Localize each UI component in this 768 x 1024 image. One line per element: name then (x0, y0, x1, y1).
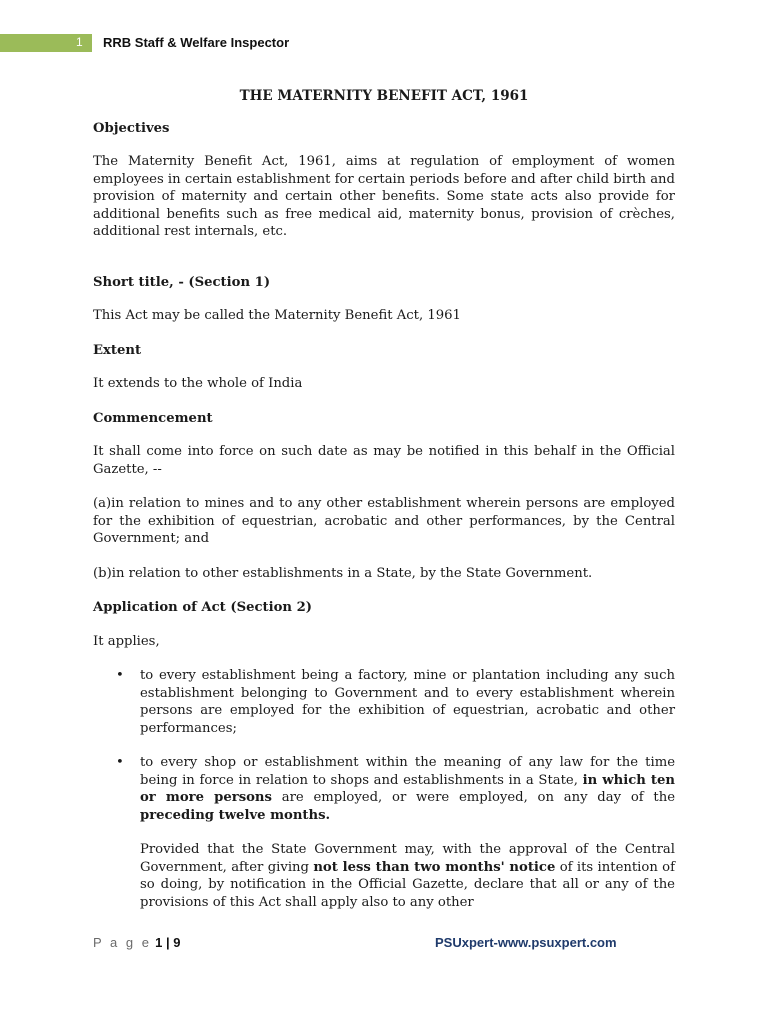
footer-page-label: P a g e (93, 935, 152, 950)
extent-paragraph: It extends to the whole of India (93, 376, 303, 391)
proviso-text-a: Provided that the State Government may, with the approval of the Central Government, after giving (140, 842, 675, 875)
extent-heading: Extent (93, 342, 142, 358)
bullet-2-text-a: to every shop or establishment within the meaning of any law for the time being in force in relation to shops and establishments in a State, (140, 755, 675, 788)
commencement-paragraph: It shall come into force on such date as may be notified in this behalf in the Official Gazette, -- (93, 444, 675, 477)
bullet-2-bold-b: preceding twelve months. (140, 807, 331, 823)
header-title: RRB Staff & Welfare Inspector (103, 35, 290, 50)
bullet-2-bold-a: in which ten or more persons (140, 772, 675, 805)
application-list (93, 667, 675, 824)
applies-paragraph: It applies, (93, 633, 160, 649)
short-title-paragraph: This Act may be called the Maternity Benefit Act, 1961 (93, 308, 461, 323)
clause-b: (b)in relation to other establishments in a State, by the State Government. (93, 565, 593, 581)
objectives-paragraph: The Maternity Benefit Act, 1961, aims at regulation of employment of women employees in certain establishment for certain periods before and after child birth and provision of maternity and certain other benefits. Some state acts also provide for additional benefits such as free medical aid, maternity bonus, provision of crèches, additional rest internals, etc. (93, 154, 675, 239)
document-body (93, 88, 675, 911)
application-heading: Application of Act (Section 2) (93, 600, 313, 615)
proviso-text-b: of its intention of so doing, by notification in the Official Gazette, declare that all or any of the provisions of this Act shall apply also to any other (140, 859, 675, 910)
proviso-bold: not less than two months' notice (313, 859, 556, 875)
list-item (140, 667, 675, 737)
proviso-paragraph (93, 841, 675, 911)
document-title: THE MATERNITY BENEFIT ACT, 1961 (239, 88, 529, 104)
footer-total-pages: 9 (173, 935, 181, 950)
list-item (140, 754, 675, 824)
footer-separator: | (165, 935, 170, 950)
footer-page-indicator (93, 935, 180, 950)
bullet-2-text-b: are employed, or were employed, on any day of the (271, 790, 675, 805)
short-title-heading: Short title, - (Section 1) (93, 274, 271, 290)
bullet-1-text: to every establishment being a factory, mine or plantation including any such establishment belonging to Government and to every establishment wherein persons are employed for the exhibition of equestrian, acrobatic and other performances; (140, 668, 675, 736)
footer-site: PSUxpert-www.psuxpert.com (435, 935, 617, 950)
footer-page-number: 1 (155, 935, 163, 950)
clause-a: (a)in relation to mines and to any other establishment wherein persons are employed for the exhibition of equestrian, acrobatic and other performances, by the Central Government; and (93, 496, 675, 546)
commencement-heading: Commencement (93, 410, 213, 426)
objectives-heading: Objectives (93, 120, 170, 136)
header-page-number: 1 (76, 35, 83, 49)
